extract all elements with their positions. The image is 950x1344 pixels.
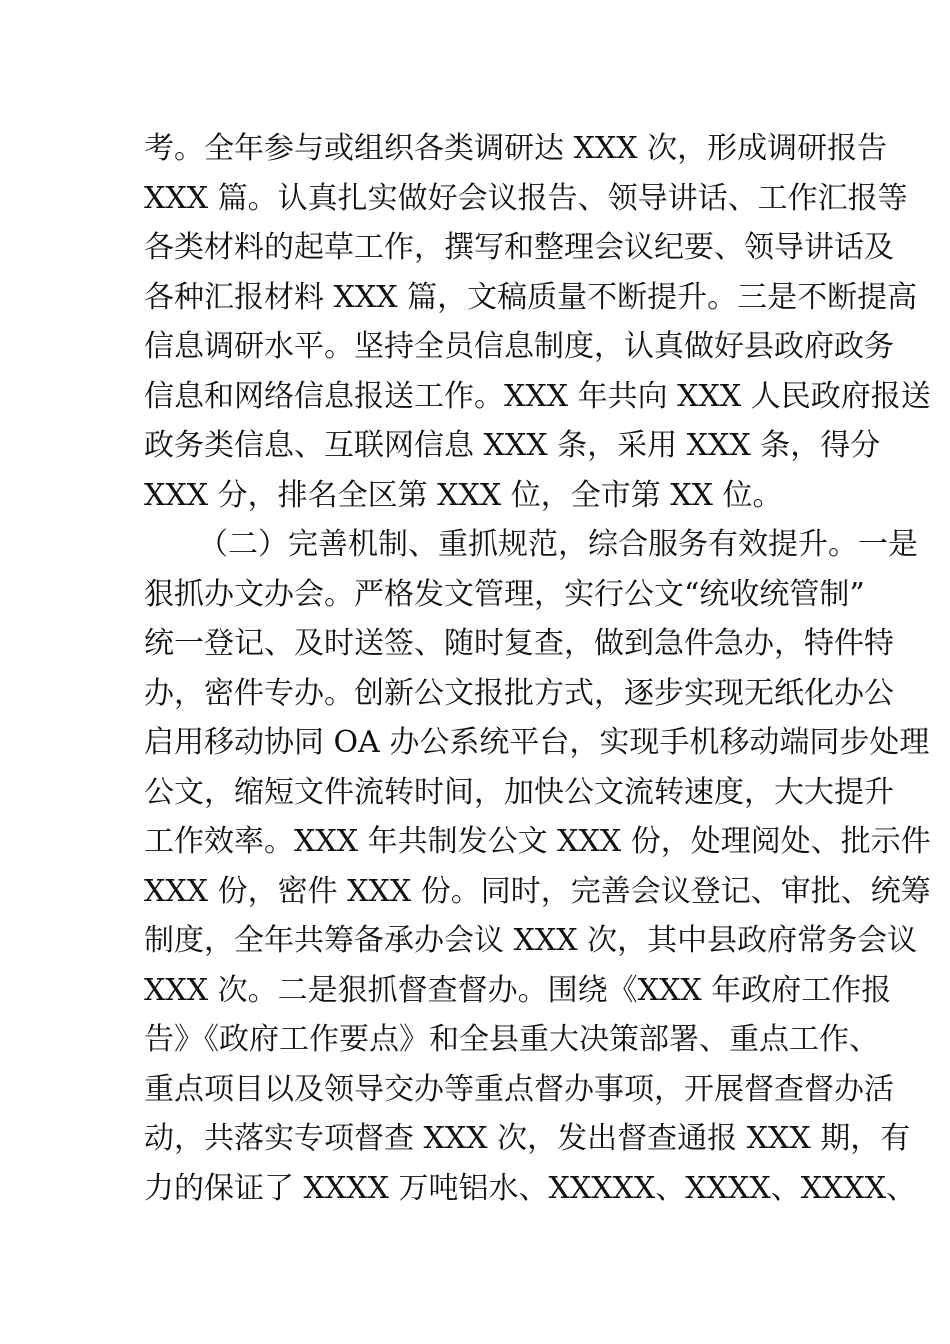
- text-line: 政务类信息、互联网信息 XXX 条，采用 XXX 条，得分: [144, 428, 881, 463]
- text-line: 工作效率。XXX 年共制发公文 XXX 份，处理阅处、批示件: [144, 824, 931, 859]
- text-line: 力的保证了 XXXX 万吨铝水、XXXXX、XXXX、XXXX、: [144, 1170, 917, 1206]
- text-line: 信息调研水平。坚持全员信息制度，认真做好县政府政务: [144, 329, 894, 364]
- text-line: 重点项目以及领导交办等重点督办事项，开展督查督办活: [144, 1071, 894, 1107]
- text-line: 办，密件专办。创新公文报批方式，逐步实现无纸化办公: [144, 675, 894, 711]
- text-line: 制度，全年共筹备承办会议 XXX 次，其中县政府常务会议: [144, 923, 918, 958]
- document-body: [144, 124, 931, 1213]
- text-line: 各种汇报材料 XXX 篇，文稿质量不断提升。三是不断提高: [144, 279, 918, 315]
- text-line: XXX 份，密件 XXX 份。同时，完善会议登记、审批、统筹: [144, 873, 931, 909]
- text-line: 动，共落实专项督查 XXX 次，发出督查通报 XXX 期，有: [144, 1121, 911, 1156]
- text-line: 考。全年参与或组织各类调研达 XXX 次，形成调研报告: [144, 131, 888, 166]
- text-line: XXX 分，排名全区第 XXX 位，全市第 XX 位。: [144, 477, 783, 513]
- paragraph-heading-line: （二）完善机制、重抓规范，综合服务有效提升。一是: [198, 527, 918, 562]
- text-line: 启用移动协同 OA 办公系统平台，实现手机移动端同步处理: [144, 725, 930, 760]
- text-line: 狠抓办文办会。严格发文管理，实行公文“统收统管制”: [144, 576, 865, 612]
- text-line: 公文，缩短文件流转时间，加快公文流转速度，大大提升: [144, 774, 894, 810]
- text-line: 告》《政府工作要点》和全县重大决策部署、重点工作、: [144, 1022, 879, 1057]
- text-line: 各类材料的起草工作，撰写和整理会议纪要、领导讲话及: [144, 230, 894, 265]
- text-line: XXX 次。二是狠抓督查督办。围绕《XXX 年政府工作报: [144, 972, 892, 1008]
- text-line: XXX 篇。认真扎实做好会议报告、领导讲话、工作汇报等: [144, 180, 908, 216]
- text-line: 信息和网络信息报送工作。XXX 年共向 XXX 人民政府报送: [144, 378, 931, 414]
- text-line: 统一登记、及时送签、随时复查，做到急件急办，特件特: [144, 626, 894, 661]
